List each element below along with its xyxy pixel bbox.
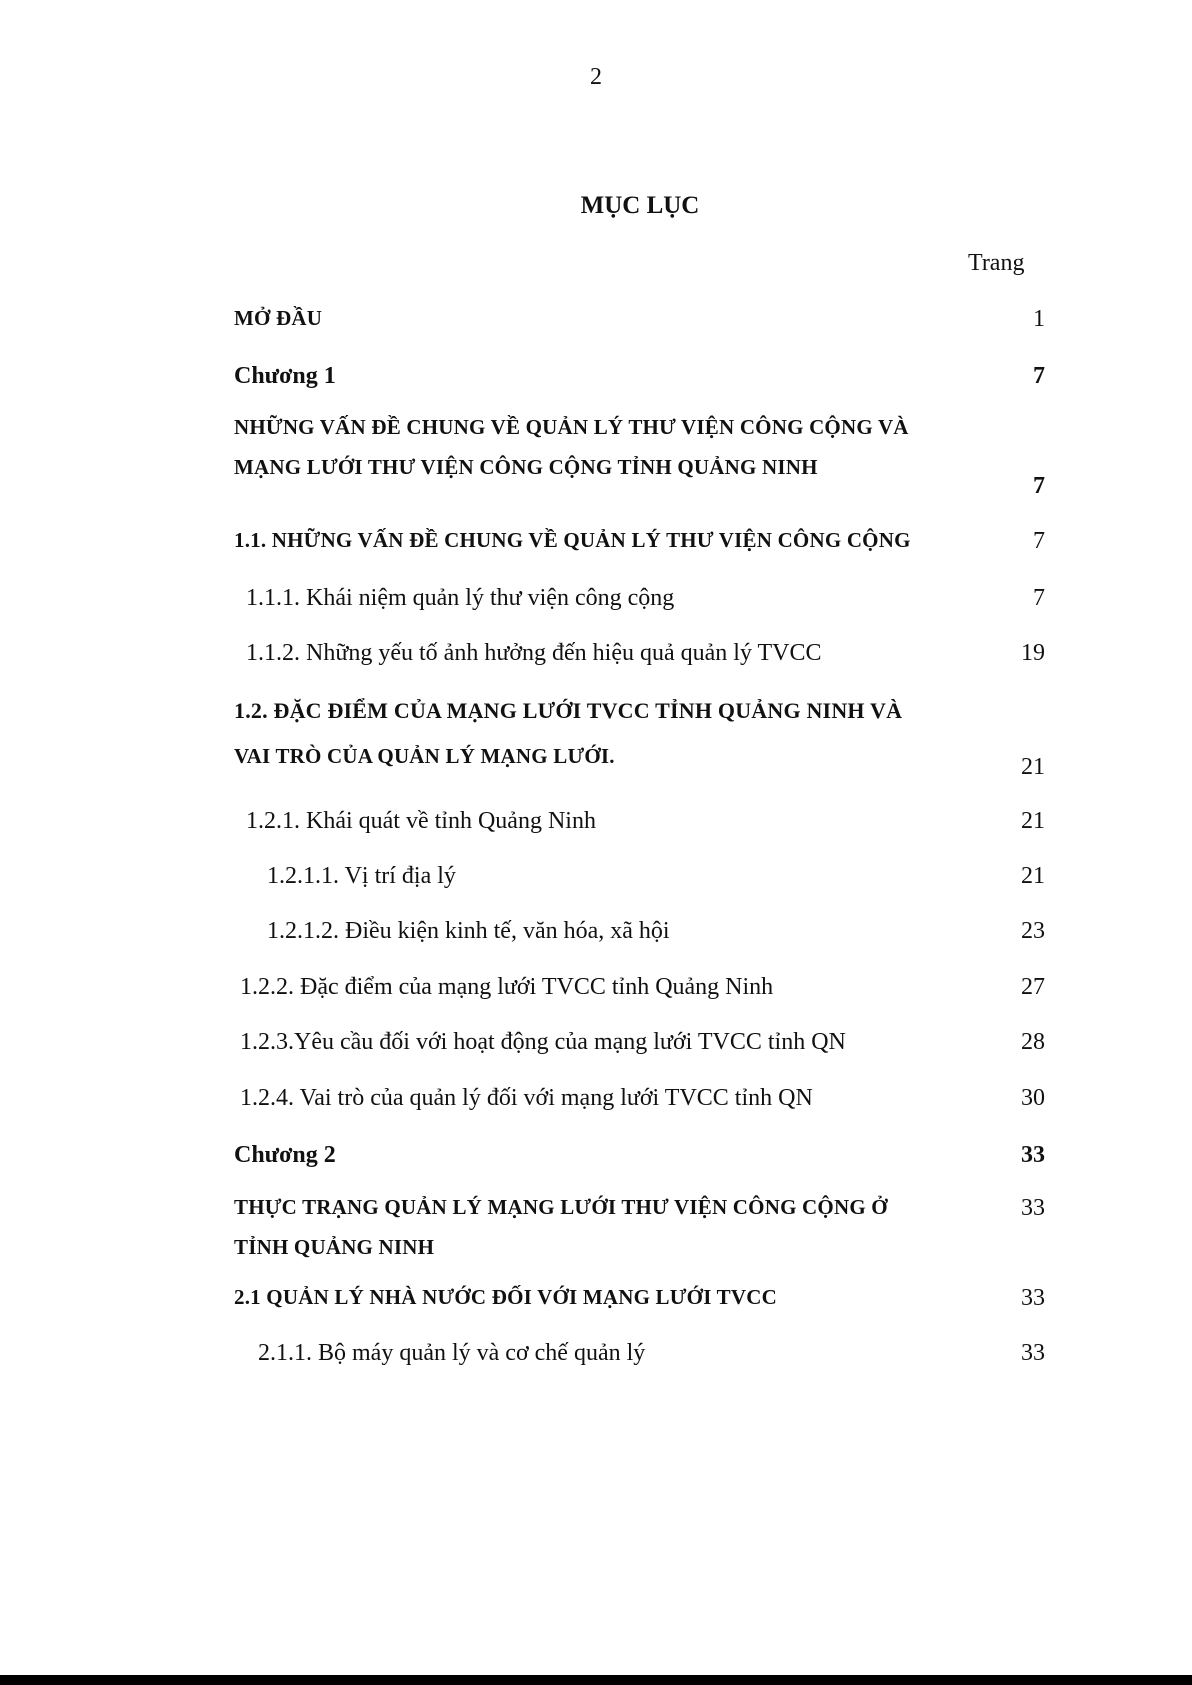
toc-entry-page: 7 [1033,585,1045,611]
toc-entry-text: 1.1.2. Những yếu tố ảnh hưởng đến hiệu quả quản lý TVCC [246,640,822,666]
toc-title: MỤC LỤC [580,192,700,219]
toc-entry-page: 28 [1021,1029,1045,1055]
toc-entry-text: 2.1 QUẢN LÝ NHÀ NƯỚC ĐỐI VỚI MẠNG LƯỚI TVCC [234,1285,777,1309]
toc-entry-text-line2: TỈNH QUẢNG NINH [234,1235,435,1259]
toc-entry-page: 33 [1021,1285,1045,1311]
toc-entry-text: 2.1.1. Bộ máy quản lý và cơ chế quản lý [258,1340,646,1366]
toc-entry-text: 1.2.1.1. Vị trí địa lý [267,863,456,889]
toc-entry-text: 1.1. NHỮNG VẤN ĐỀ CHUNG VỀ QUẢN LÝ THƯ VIỆN CÔNG CỘNG [234,528,911,552]
toc-entry-text: Chương 1 [234,363,336,389]
toc-entry-text-line1: 1.2. ĐẶC ĐIỂM CỦA MẠNG LƯỚI TVCC TỈNH QUẢNG NINH VÀ [234,698,903,723]
toc-entry-text: Chương 2 [234,1142,336,1168]
toc-entry-page: 7 [1033,363,1045,389]
toc-entry-page: 7 [1033,528,1045,554]
toc-entry-page: 7 [1033,473,1045,499]
toc-entry-text: MỞ ĐẦU [234,306,323,330]
toc-entry-page: 33 [1021,1142,1045,1168]
toc-entry-page: 27 [1021,974,1045,1000]
toc-entry-text: 1.2.2. Đặc điểm của mạng lưới TVCC tỉnh Quảng Ninh [240,974,774,1000]
toc-entry-page: 21 [1021,754,1045,780]
toc-entry-page: 1 [1033,306,1045,332]
toc-entry-text: 1.2.1.2. Điều kiện kinh tế, văn hóa, xã hội [267,918,670,944]
toc-entry-text: 1.2.4. Vai trò của quản lý đối với mạng lưới TVCC tỉnh QN [240,1085,813,1111]
toc-entry-text-line1: NHỮNG VẤN ĐỀ CHUNG VỀ QUẢN LÝ THƯ VIỆN CÔNG CỘNG VÀ [234,415,909,439]
toc-entry-page: 19 [1021,640,1045,666]
toc-entry-text-line1: THỰC TRẠNG QUẢN LÝ MẠNG LƯỚI THƯ VIỆN CÔNG CỘNG Ở [234,1195,888,1219]
toc-entry-text: 1.1.1. Khái niệm quản lý thư viện công cộng [246,585,675,611]
toc-entry-page: 33 [1021,1195,1045,1221]
page-number: 2 [590,64,602,90]
toc-entry-page: 23 [1021,918,1045,944]
page-column-label: Trang [968,250,1025,276]
toc-entry-text: 1.2.3.Yêu cầu đối với hoạt động của mạng lưới TVCC tỉnh QN [240,1029,846,1055]
toc-entry-text: 1.2.1. Khái quát về tỉnh Quảng Ninh [246,808,596,834]
toc-entry-page: 21 [1021,863,1045,889]
toc-entry-text-line2: VAI TRÒ CỦA QUẢN LÝ MẠNG LƯỚI. [234,744,615,768]
toc-entry-page: 33 [1021,1340,1045,1366]
bottom-edge-bar [0,1675,1192,1685]
toc-entry-text-line2: MẠNG LƯỚI THƯ VIỆN CÔNG CỘNG TỈNH QUẢNG NINH [234,455,818,479]
toc-entry-page: 21 [1021,808,1045,834]
toc-entry-page: 30 [1021,1085,1045,1111]
